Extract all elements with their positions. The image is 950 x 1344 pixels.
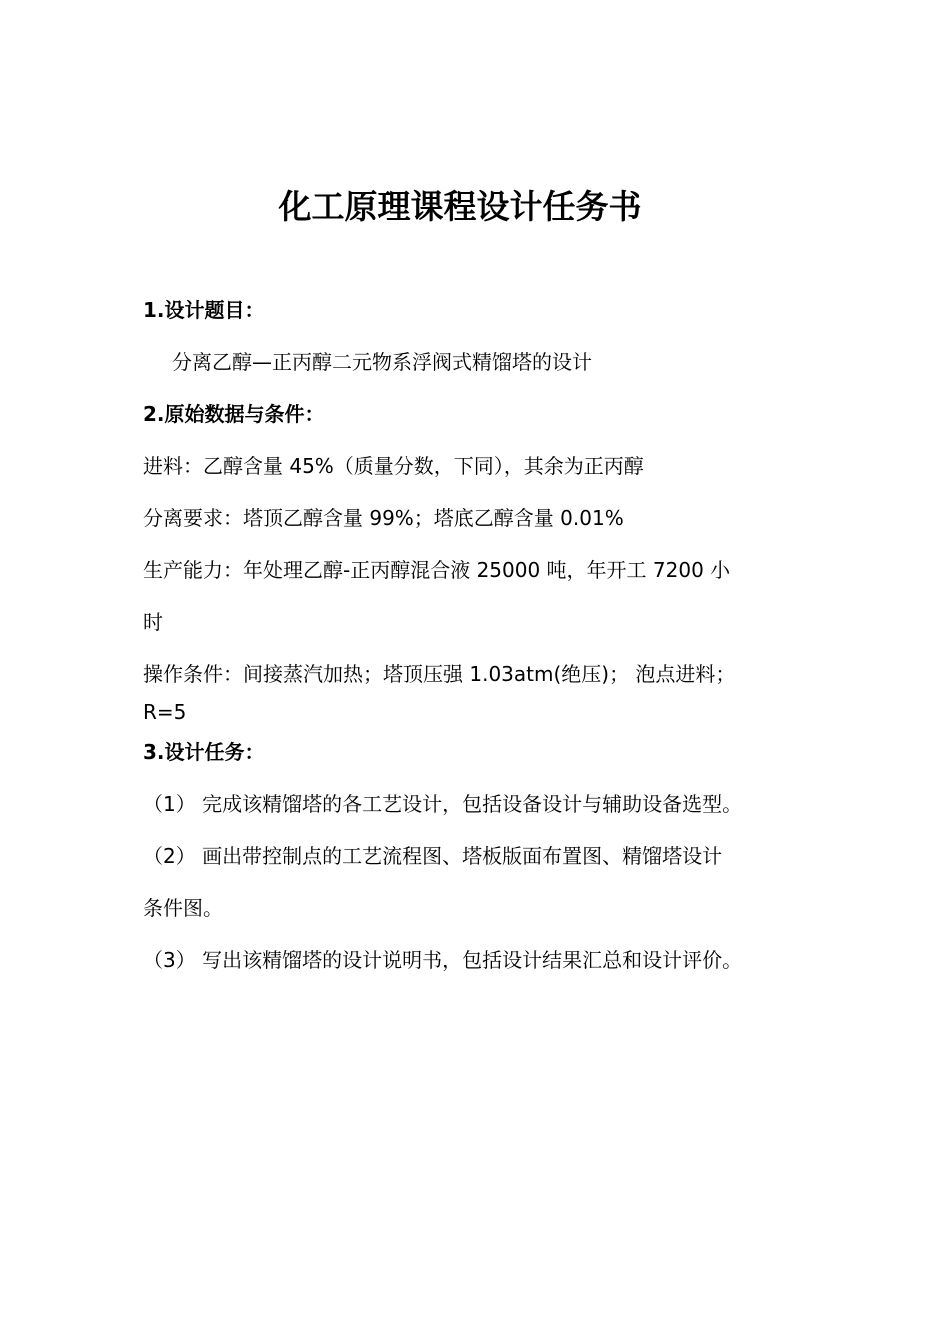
design-task-3: （3） 写出该精馏塔的设计说明书，包括设计结果汇总和设计评价。 — [143, 948, 743, 972]
feed-condition-text: 进料：乙醇含量 45%（质量分数，下同），其余为正丙醇 — [143, 454, 644, 478]
operating-condition-text: 操作条件：间接蒸汽加热；塔顶压强 1.03atm(绝压)； 泡点进料； — [143, 662, 736, 686]
design-task-1: （1） 完成该精馏塔的各工艺设计，包括设备设计与辅助设备选型。 — [143, 792, 743, 816]
section-1-heading: 1.设计题目： — [143, 298, 265, 322]
document-title: 化工原理课程设计任务书 — [278, 187, 642, 226]
separation-requirement-text: 分离要求：塔顶乙醇含量 99%；塔底乙醇含量 0.01% — [143, 506, 624, 530]
section-2-heading: 2.原始数据与条件： — [143, 402, 325, 426]
production-capacity-text-continued: 时 — [143, 610, 163, 634]
design-task-2-continued: 条件图。 — [143, 896, 223, 920]
operating-condition-text-continued: R=5 — [143, 700, 187, 724]
section-3-heading: 3.设计任务： — [143, 740, 265, 764]
production-capacity-text: 生产能力：年处理乙醇-正丙醇混合液 25000 吨，年开工 7200 小 — [143, 558, 731, 582]
design-task-2: （2） 画出带控制点的工艺流程图、塔板版面布置图、精馏塔设计 — [143, 844, 723, 868]
design-topic-text: 分离乙醇—正丙醇二元物系浮阀式精馏塔的设计 — [172, 350, 592, 374]
